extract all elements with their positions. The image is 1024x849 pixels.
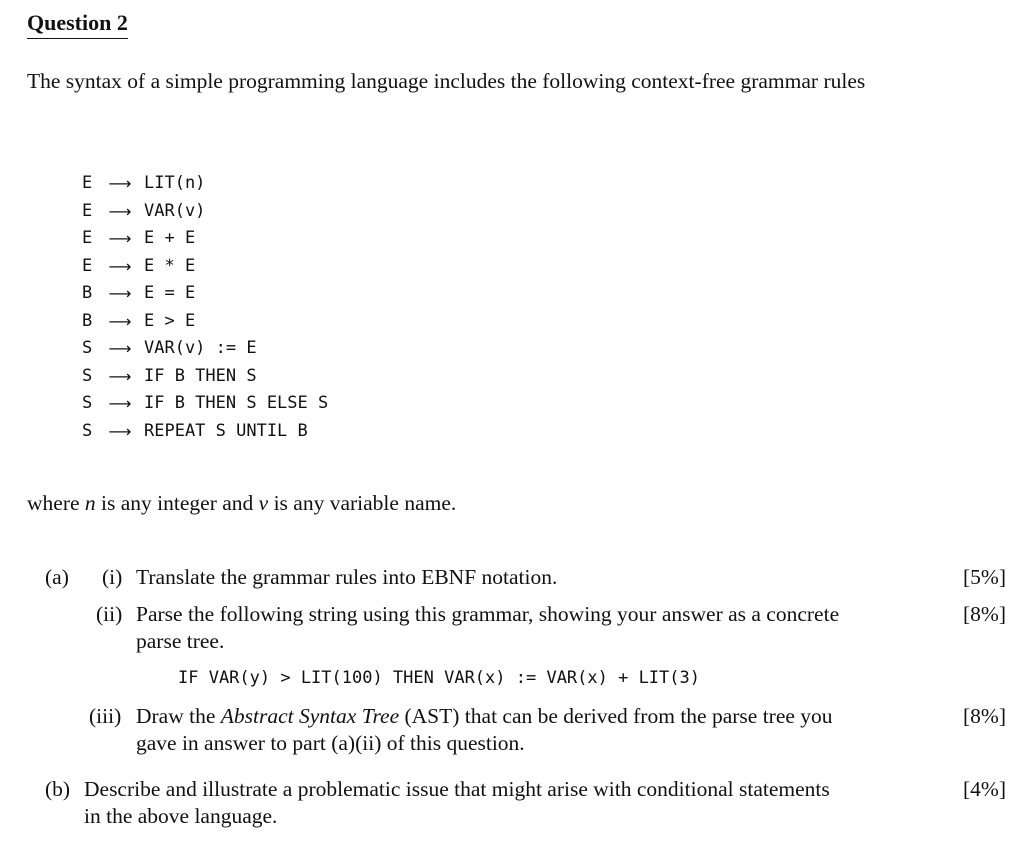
part-a-iii-italic: Abstract Syntax Tree <box>220 704 400 728</box>
rule-lhs: S <box>82 393 93 413</box>
part-a-ii-number: (ii) <box>96 602 123 626</box>
where-before: where <box>27 491 85 515</box>
where-after: is any variable name. <box>268 491 457 515</box>
rule-rhs: E > E <box>144 310 196 331</box>
part-a-ii-text-line1: Parse the following string using this grammar, showing your answer as a concrete <box>136 602 840 626</box>
grammar-rules <box>82 170 328 445</box>
arrow-icon: ⟶ <box>108 256 132 276</box>
parse-string-code: IF VAR(y) > LIT(100) THEN VAR(x) := VAR(x) + LIT(3) <box>178 668 700 688</box>
where-middle: is any integer and <box>95 491 259 515</box>
rule-lhs: S <box>82 338 93 358</box>
grammar-rule <box>82 308 328 336</box>
var-n: n <box>84 491 96 515</box>
arrow-icon: ⟶ <box>108 284 132 303</box>
arrow-icon: ⟶ <box>108 311 132 331</box>
part-a-iii-marks: [8%] <box>963 704 1006 728</box>
rule-rhs: E + E <box>144 228 196 248</box>
part-a-iii-text-line2: gave in answer to part (a)(ii) of this question. <box>136 731 525 755</box>
grammar-rule <box>82 335 328 363</box>
grammar-rule <box>82 390 328 418</box>
where-line <box>27 490 456 517</box>
grammar-rule <box>82 363 328 391</box>
rule-rhs: E * E <box>144 255 196 276</box>
grammar-rule <box>82 418 328 446</box>
arrow-icon: ⟶ <box>108 366 132 386</box>
rule-lhs: B <box>82 283 93 303</box>
arrow-icon: ⟶ <box>108 421 132 441</box>
part-a-iii-text-line1 <box>136 703 833 730</box>
part-a-label: (a) <box>45 565 69 589</box>
arrow-icon: ⟶ <box>108 201 132 221</box>
part-b-marks: [4%] <box>963 777 1006 801</box>
grammar-rule <box>82 225 328 253</box>
var-v: v <box>258 491 269 515</box>
part-a-ii-marks: [8%] <box>963 602 1006 626</box>
part-b-text-line2: in the above language. <box>84 804 278 828</box>
rule-rhs: LIT(n) <box>144 173 206 193</box>
rule-lhs: E <box>82 173 93 193</box>
rule-rhs: REPEAT S UNTIL B <box>144 420 308 441</box>
question-heading: Question 2 <box>27 10 128 39</box>
rule-rhs: IF B THEN S <box>144 365 257 386</box>
rule-lhs: B <box>82 310 93 331</box>
grammar-rule <box>82 280 328 308</box>
grammar-rule <box>82 253 328 281</box>
part-b-label: (b) <box>45 777 71 801</box>
part-a-i-marks: [5%] <box>963 565 1006 589</box>
arrow-icon: ⟶ <box>108 339 132 358</box>
grammar-rule <box>82 198 328 226</box>
rule-lhs: S <box>82 420 93 441</box>
part-a-iii-before: Draw the <box>136 704 221 728</box>
rule-rhs: E = E <box>144 283 196 303</box>
grammar-rule <box>82 170 328 198</box>
rule-lhs: E <box>82 200 93 221</box>
intro-paragraph: The syntax of a simple programming language includes the following context-free grammar rules <box>27 69 866 93</box>
arrow-icon: ⟶ <box>108 174 132 193</box>
arrow-icon: ⟶ <box>108 394 132 413</box>
part-a-i-text: Translate the grammar rules into EBNF notation. <box>136 565 558 589</box>
part-b-text-line1: Describe and illustrate a problematic issue that might arise with conditional statements <box>84 777 830 801</box>
part-a-i-number: (i) <box>102 565 123 589</box>
rule-rhs: IF B THEN S ELSE S <box>144 393 329 413</box>
part-a-iii-after: (AST) that can be derived from the parse tree you <box>399 704 833 728</box>
part-a-ii-text-line2: parse tree. <box>136 629 225 653</box>
rule-lhs: E <box>82 228 93 248</box>
rule-rhs: VAR(v) <box>144 200 206 221</box>
rule-rhs: VAR(v) := E <box>144 338 257 358</box>
rule-lhs: S <box>82 365 93 386</box>
arrow-icon: ⟶ <box>108 229 132 248</box>
part-a-iii-number: (iii) <box>89 704 122 728</box>
rule-lhs: E <box>82 255 93 276</box>
